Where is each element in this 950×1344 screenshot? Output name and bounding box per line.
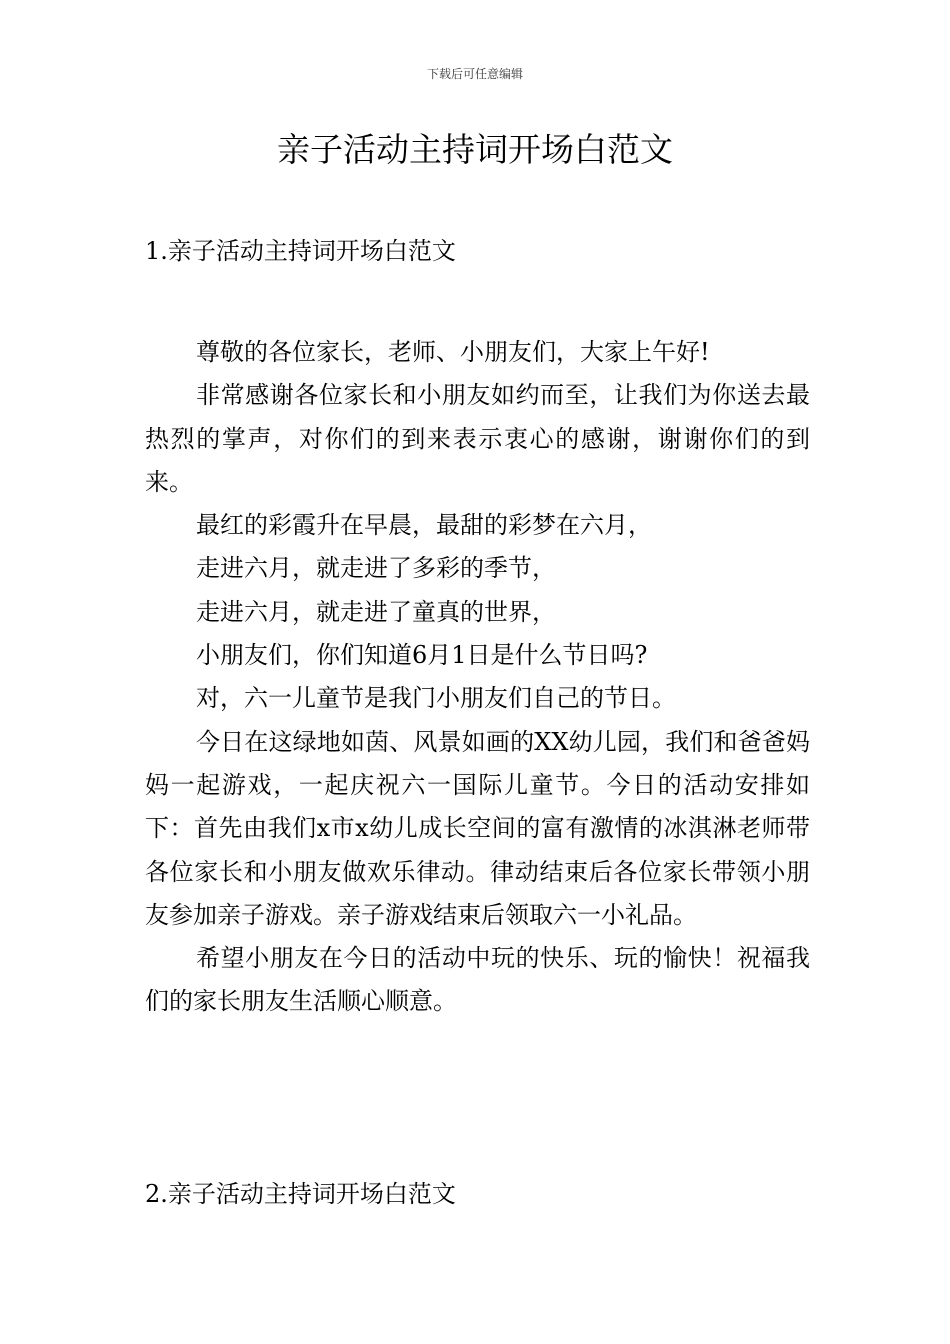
paragraph-question: 小朋友们，你们知道6月1日是什么节日吗? (196, 641, 648, 670)
paragraph-answer: 对，六一儿童节是我门小朋友们自己的节日。 (196, 684, 676, 713)
paragraph-poem-line-1: 最红的彩霞升在早晨，最甜的彩梦在六月， (196, 511, 652, 540)
paragraph-thanks: 非常感谢各位家长和小朋友如约而至，让我们为你送去最热烈的掌声，对你们的到来表示衷心的感谢，谢谢你们的到来。 (145, 381, 810, 496)
header-note: 下载后可任意编辑 (426, 67, 523, 81)
paragraph-wishes: 希望小朋友在今日的活动中玩的快乐、玩的愉快！祝福我们的家长朋友生活顺心顺意。 (145, 944, 810, 1016)
document-title: 亲子活动主持词开场白范文 (277, 130, 673, 169)
paragraph-poem-line-2: 走进六月，就走进了多彩的季节， (196, 554, 556, 583)
paragraph-poem-line-3: 走进六月，就走进了童真的世界， (196, 597, 556, 626)
section-heading-2: 2.亲子活动主持词开场白范文 (145, 1180, 456, 1208)
paragraph-schedule: 今日在这绿地如茵、风景如画的XX幼儿园，我们和爸爸妈妈一起游戏，一起庆祝六一国际儿童节。今日的活动安排如下：首先由我们x市x幼儿成长空间的富有激情的冰淇淋老师带各位家长和小朋友做欢乐律动。律动结束后各位家长带领小朋友参加亲子游戏。亲子游戏结束后领取六一小礼品。 (145, 727, 810, 929)
section-1-body (145, 331, 810, 1024)
section-heading-1: 1.亲子活动主持词开场白范文 (145, 237, 456, 265)
paragraph-greeting: 尊敬的各位家长，老师、小朋友们，大家上午好! (196, 338, 710, 366)
